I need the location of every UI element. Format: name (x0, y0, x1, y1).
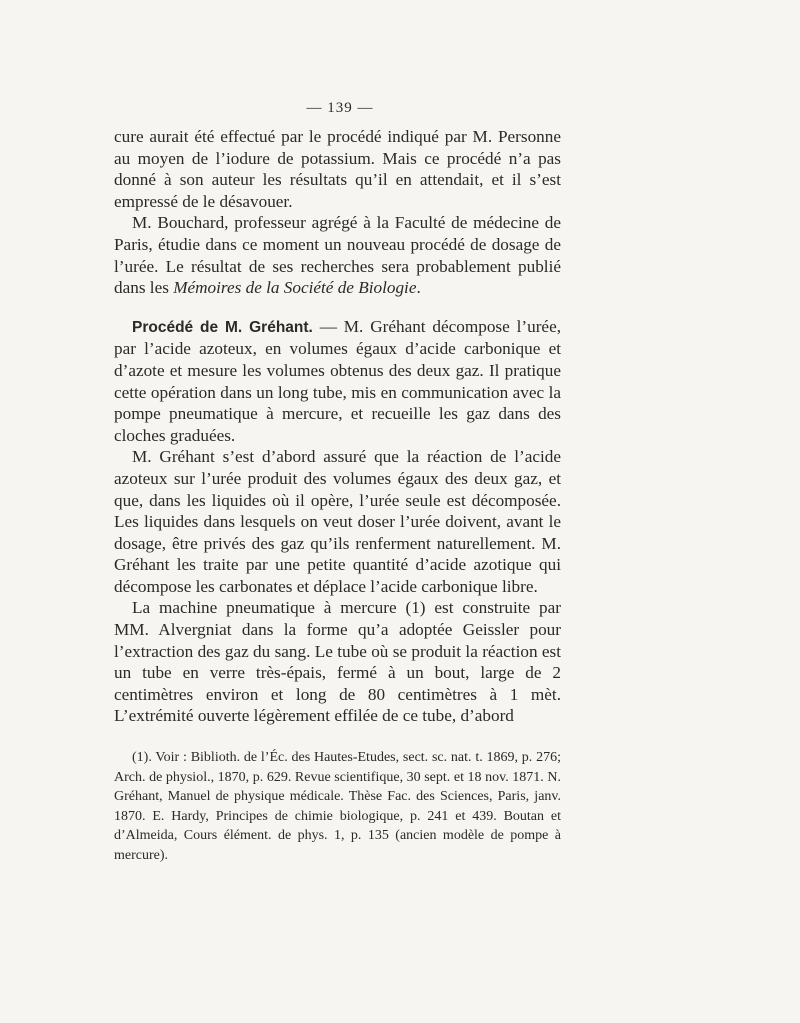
paragraph-5: La machine pneumatique à mercure (1) est construite par MM. Alvergniat dans la forme qu’a adoptée Geissler pour l’extraction des gaz du sang. Le tube où se produit la réaction est un tube en verre très-épais, fermé à un bout, large de 2 centimètres environ et long de 80 centimètres à 1 mèt. L’extrémité ouverte légèrement effilée de ce tube, d’abord (114, 598, 561, 726)
body-text (114, 126, 561, 727)
page-number: — 139 — (306, 100, 374, 116)
section-heading: Procédé de M. Gréhant. (132, 318, 313, 336)
paragraph-2-end: . (416, 278, 421, 298)
paragraph-3 (114, 316, 561, 447)
paragraph-2-text: M. Bouchard, professeur agrégé à la Faculté de médecine de Paris, étudie dans ce moment un nouveau procédé de dosage de l’urée. Le résultat de ses recherches sera probablement publié dans les (114, 213, 561, 298)
paragraph-3-text: — M. Gréhant décompose l’urée, par l’acide azoteux, en volumes égaux d’acide carbonique et d’azote et mesure les volumes obtenus des deux gaz. Il pratique cette opération dans un long tube, mis en communication avec la pompe pneumatique à mercure, et recueille les gaz dans des cloches graduées. (114, 316, 561, 445)
paragraph-2 (114, 212, 561, 298)
footnotes (114, 748, 561, 865)
footnote-1: (1). Voir : Biblioth. de l’Éc. des Hautes-Etudes, sect. sc. nat. t. 1869, p. 276; Arch. de physiol., 1870, p. 629. Revue scientifique, 30 sept. et 18 nov. 1871. N. Gréhant, Manuel de physique médicale. Thèse Fac. des Sciences, Paris, janv. 1870. E. Hardy, Principes de chimie biologique, p. 241 et 439. Boutan et d’Almeida, Cours élément. de phys. 1, p. 135 (ancien modèle de pompe à mercure). (114, 750, 561, 863)
paragraph-1: cure aurait été effectué par le procédé indiqué par M. Personne au moyen de l’iodure de potassium. Mais ce procédé n’a pas donné à son auteur les résultats qu’il en attendait, et il s’est empressé de le désavouer. (114, 127, 561, 211)
journal-title: Mémoires de la Société de Biologie (173, 278, 417, 298)
paragraph-4: M. Gréhant s’est d’abord assuré que la réaction de l’acide azoteux sur l’urée produit des volumes égaux des deux gaz, et que, dans les liquides où il opère, l’urée seule est décomposée. Les liquides dans lesquels on veut doser l’urée doivent, avant le dosage, être privés des gaz qu’ils renferment naturellement. M. Gréhant les traite par une petite quantité d’acide azotique qui décompose les carbonates et déplace l’acide carbonique libre. (114, 447, 561, 596)
